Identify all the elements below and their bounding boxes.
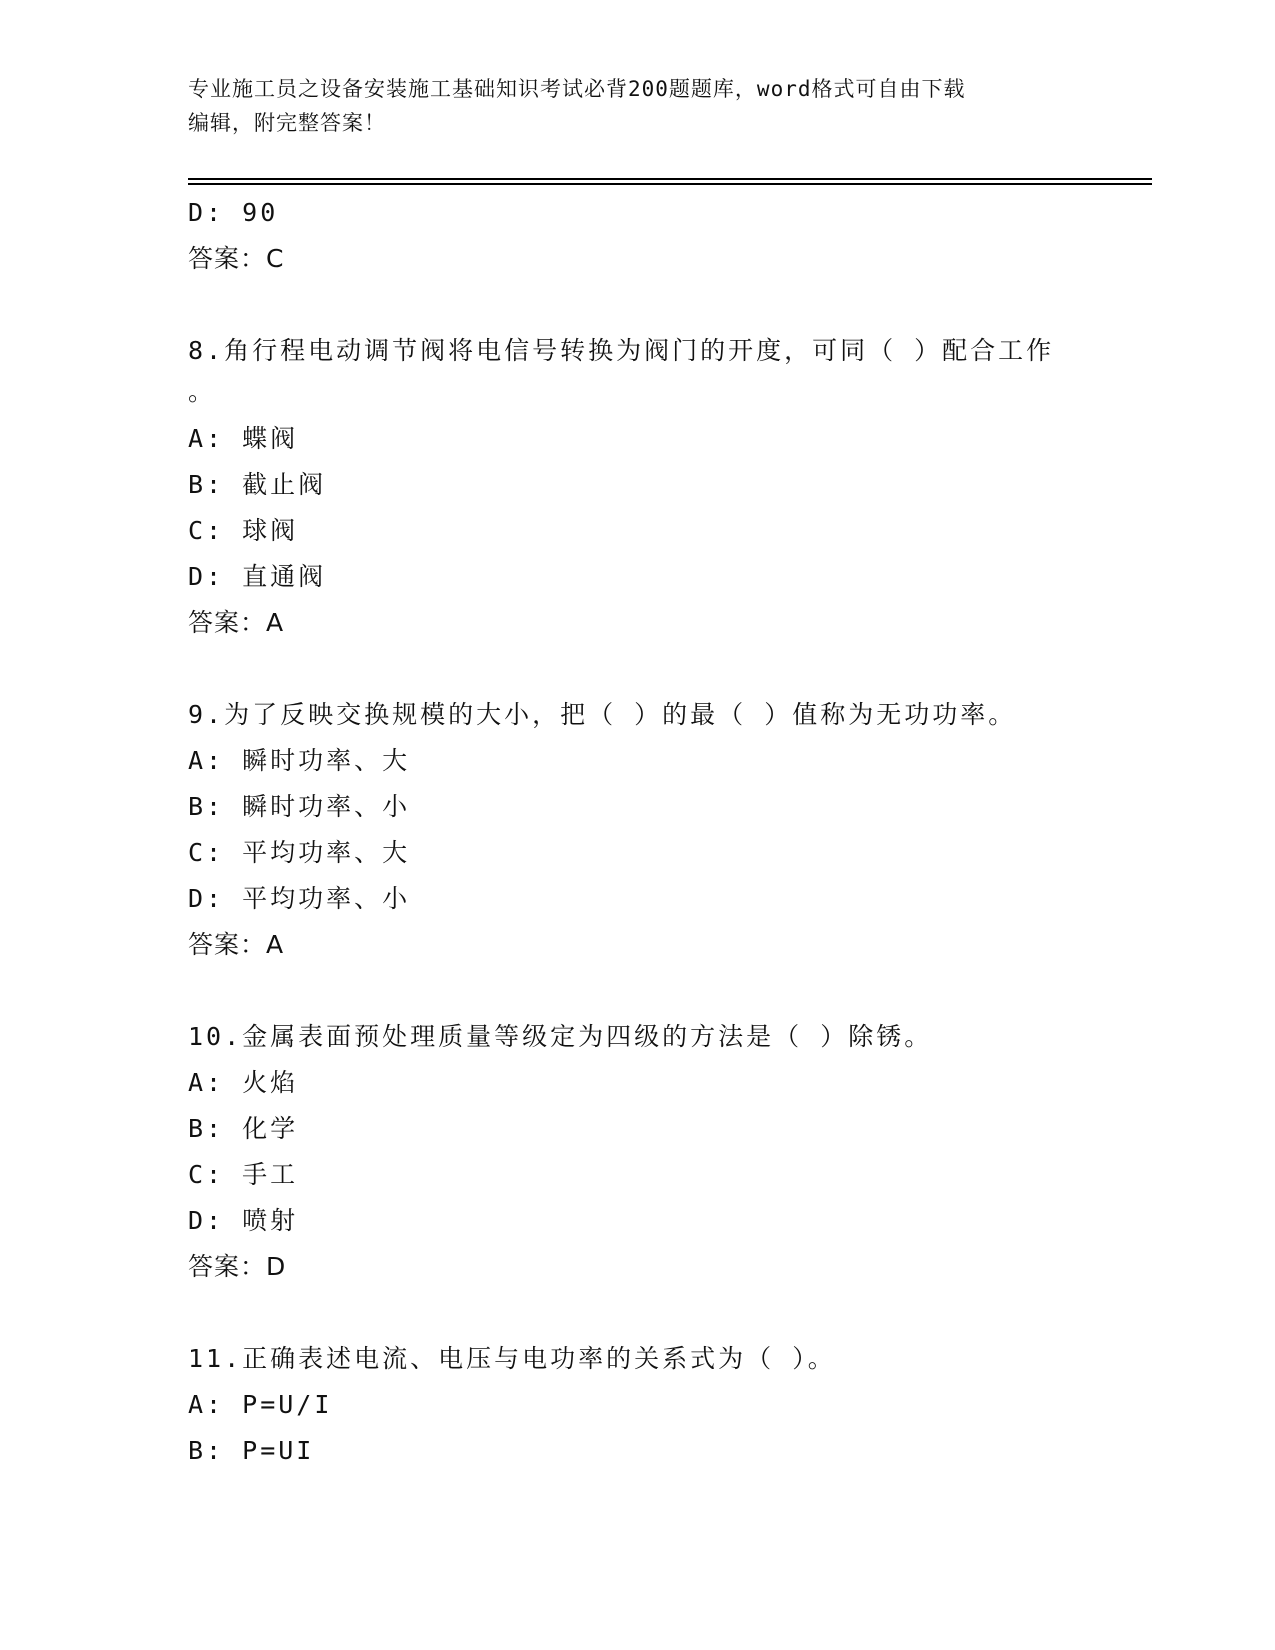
question-stem: 9.为了反映交换规模的大小，把（ ）的最（ ）值称为无功功率。 — [188, 700, 1017, 729]
answer-label: 答案：A — [188, 930, 285, 959]
option-c: C: 球阀 — [188, 516, 299, 545]
answer-label: 答案：C — [188, 244, 285, 273]
option-d: D: 90 — [188, 198, 279, 227]
answer-label: 答案：D — [188, 1252, 287, 1281]
question-stem: 10.金属表面预处理质量等级定为四级的方法是（ ）除锈。 — [188, 1022, 933, 1051]
header-title-line-2: 编辑，附完整答案！ — [188, 111, 386, 135]
option-a: A: 瞬时功率、大 — [188, 746, 411, 775]
header-title-line-1: 专业施工员之设备安装施工基础知识考试必背200题题库，word格式可自由下载 — [188, 77, 966, 101]
option-d: D: 直通阀 — [188, 562, 327, 591]
option-c: C: 平均功率、大 — [188, 838, 411, 867]
option-d: D: 平均功率、小 — [188, 884, 411, 913]
question-8 — [188, 328, 1088, 646]
header-rule-top — [188, 178, 1152, 180]
question-stem: 8.角行程电动调节阀将电信号转换为阀门的开度，可同（ ）配合工作 — [188, 336, 1055, 365]
spacer — [188, 1290, 1088, 1336]
option-a: A: 火焰 — [188, 1068, 299, 1097]
question-stem: 11.正确表述电流、电压与电功率的关系式为（ ）。 — [188, 1344, 836, 1373]
option-b: B: 化学 — [188, 1114, 299, 1143]
option-b: B: 瞬时功率、小 — [188, 792, 411, 821]
header-rule-bottom — [188, 183, 1152, 185]
question-stem-continuation: 。 — [188, 377, 217, 406]
option-b: B: P=UI — [188, 1436, 315, 1465]
option-a: A: P=U/I — [188, 1390, 333, 1419]
spacer — [188, 282, 1088, 328]
question-9 — [188, 692, 1088, 968]
spacer — [188, 968, 1088, 1014]
option-d: D: 喷射 — [188, 1206, 299, 1235]
spacer — [188, 646, 1088, 692]
option-c: C: 手工 — [188, 1160, 299, 1189]
question-list — [188, 190, 1088, 1474]
option-b: B: 截止阀 — [188, 470, 327, 499]
question-10 — [188, 1014, 1088, 1290]
document-header — [188, 72, 1088, 140]
answer-label: 答案：A — [188, 608, 285, 637]
option-a: A: 蝶阀 — [188, 424, 299, 453]
question-11 — [188, 1336, 1088, 1474]
